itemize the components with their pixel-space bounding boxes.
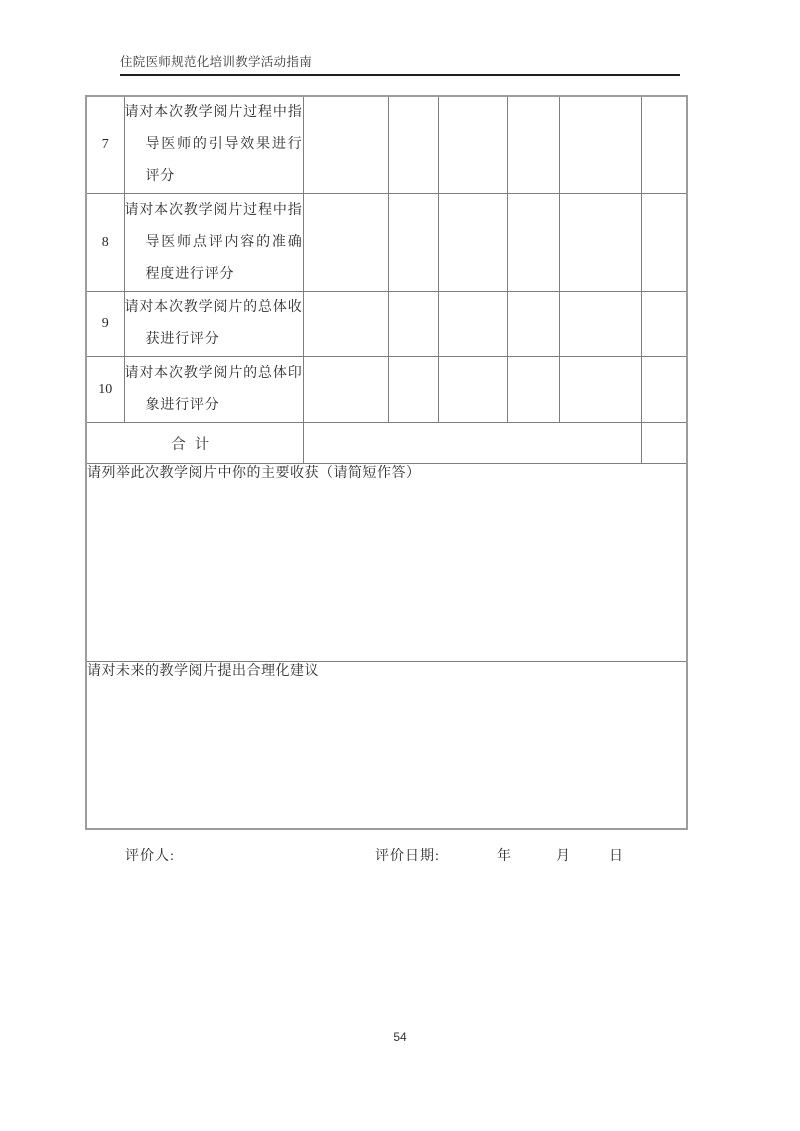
day-label: 日 [609,849,624,864]
table-row [86,357,687,423]
row-description: 请对本次教学阅片过程中指导医师的引导效果进行评分 [124,105,303,184]
free-answer-section [86,662,687,829]
score-cell [388,194,438,292]
total-label: 合计 [86,423,303,464]
row-description: 请对本次教学阅片过程中指导医师点评内容的准确程度进行评分 [124,202,303,282]
score-cell [507,96,559,194]
answer-area-gains [86,464,687,662]
score-cell [507,292,559,357]
score-cell [559,292,641,357]
total-score-cell [303,423,641,464]
free-answer-section [86,464,687,662]
evaluator-label: 评价人: [125,849,175,864]
row-description: 请对本次教学阅片的总体收获进行评分 [124,300,303,347]
evaluation-date-label: 评价日期: [375,849,440,864]
score-cell [303,96,388,194]
score-cell [641,423,687,464]
score-cell [438,194,507,292]
score-cell [507,194,559,292]
year-label: 年 [497,849,512,864]
score-cell [438,96,507,194]
month-label: 月 [556,849,571,864]
row-description-cell [124,357,303,423]
score-cell [641,194,687,292]
score-cell [303,357,388,423]
section-prompt: 请列举此次教学阅片中你的主要收获（请简短作答） [87,466,421,481]
row-description-cell [124,292,303,357]
score-cell [303,194,388,292]
score-cell [507,357,559,423]
score-cell [303,292,388,357]
page-number: 54 [393,1030,407,1044]
row-number: 9 [86,292,124,357]
score-cell [438,357,507,423]
total-row [86,423,687,464]
score-cell [559,357,641,423]
row-number: 8 [86,194,124,292]
score-cell [388,96,438,194]
signature-date-line [0,845,800,865]
table-row [86,292,687,357]
score-cell [641,292,687,357]
evaluation-score-table [85,95,688,830]
score-cell [641,357,687,423]
row-description-cell [124,194,303,292]
score-cell [438,292,507,357]
answer-area-suggestions [86,662,687,829]
row-number: 7 [86,96,124,194]
row-description: 请对本次教学阅片的总体印象进行评分 [124,365,303,413]
table-row [86,194,687,292]
table-row [86,96,687,194]
page-header-title: 住院医师规范化培训教学活动指南 [120,54,680,76]
row-number: 10 [86,357,124,423]
section-prompt: 请对未来的教学阅片提出合理化建议 [87,664,319,679]
score-cell [641,96,687,194]
score-cell [559,194,641,292]
score-cell [388,357,438,423]
score-cell [559,96,641,194]
score-cell [388,292,438,357]
row-description-cell [124,96,303,194]
